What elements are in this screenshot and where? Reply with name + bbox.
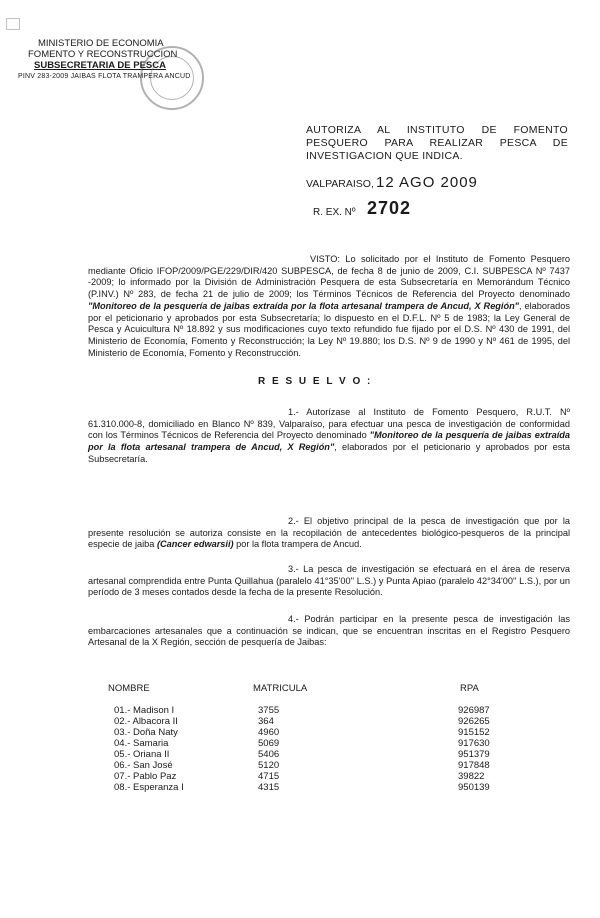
cell-rpa: 926987 [458,705,490,716]
table-row [108,727,508,738]
visto-text-2: , elaborados por el peticionario y aprobados por esta Subsecretaría; lo dispuesto en el D.F.L. Nº 5 de 1983; la Ley General de Pesca y Acuicultura Nº 18.892 y sus modificaciones cuyo texto refundido fue fijado por el D.S. Nº 430 de 1991, del Ministerio de Economía, Fomento y Reconstrucción; la Ley Nº 19.880; los D.S. Nº 9 de 1990 y Nº 461 de 1995, del Ministerio de Economía, Fomento y Reconstrucción. [88,300,570,358]
cell-matricula: 3755 [258,705,280,716]
cell-nombre: 08.- Esperanza I [114,782,184,793]
cell-rpa: 926265 [458,716,490,727]
cell-rpa: 951379 [458,749,490,760]
visto-project-name: "Monitoreo de la pesquería de jaibas extraída por la flota artesanal trampera de Ancud, X Región" [88,300,520,311]
cell-rpa: 39822 [458,771,485,782]
cell-nombre: 04.- Samaria [114,738,169,749]
table-row [108,749,508,760]
cell-matricula: 364 [258,716,274,727]
cell-nombre: 02.- Albacora II [114,716,178,727]
cell-rpa: 917848 [458,760,490,771]
visto-text-1: VISTO: Lo solicitado por el Instituto de Fomento Pesquero mediante Oficio IFOP/2009/PGE/229/DIR/420 SUBPESCA, de fecha 8 de junio de 2009, C.I. SUBPESCA Nº 7437 -2009; lo informado por la División de Administración Pesquera de esta Subsecretaría en Memorándum Técnico (P.INV.) Nº 283, de fecha 21 de julio de 2009; los Términos Técnicos de Referencia del Proyecto denominado [88,254,570,300]
letterhead-line-1: MINISTERIO DE ECONOMIA [38,38,164,49]
resolution-number: 2702 [367,198,412,218]
article-4: 4.- Podrán participar en la presente pesca de investigación las embarcaciones artesanales que a continuación se indican, que se encuentran inscritas en el Registro Pesquero Artesanal de la X Región, sección de pesquería de Jaibas: [88,614,570,648]
cell-matricula: 5406 [258,749,280,760]
cell-nombre: 07.- Pablo Paz [114,771,177,782]
column-header-rpa: RPA [460,683,479,694]
cell-rpa: 917630 [458,738,490,749]
table-row [108,771,508,782]
corner-mark [6,18,20,30]
column-header-nombre: NOMBRE [108,683,150,694]
table-row [108,705,508,716]
table-row [108,716,508,727]
column-header-matricula: MATRICULA [253,683,308,694]
date-stamp: 12 AGO 2009 [376,174,478,191]
cell-matricula: 4315 [258,782,280,793]
cell-matricula: 5120 [258,760,280,771]
visto-paragraph [88,254,570,359]
article-2-species: (Cancer edwarsii) [156,539,234,550]
cell-nombre: 05.- Oriana II [114,749,170,760]
article-1 [88,407,570,466]
cell-nombre: 03.- Doña Naty [114,727,178,738]
official-seal [140,46,204,110]
document-title: AUTORIZA AL INSTITUTO DE FOMENTO PESQUERO PARA REALIZAR PESCA DE INVESTIGACION QUE INDICA. [306,124,568,162]
file-reference: PINV 283-2009 JAIBAS FLOTA TRAMPERA ANCUD [18,73,191,80]
table-row [108,760,508,771]
article-2-text-2: por la flota trampera de Ancud. [236,539,362,550]
cell-rpa: 915152 [458,727,490,738]
article-2 [88,516,570,551]
article-3: 3.- La pesca de investigación se efectuará en el área de reserva artesanal comprendida entre Punta Quillahua (paralelo 41°35'00'' L.S.) y Punta Apiao (paralelo 42°34'00'' L.S.), por un período de 3 meses contados desde la fecha de la presente Resolución. [88,564,570,598]
cell-matricula: 5069 [258,738,280,749]
article-2-text-1: 2.- El objetivo principal de la pesca de investigación que por la presente resolución se autoriza consiste en la recopilación de antecedentes biológico-pesqueros de la principal especie de jaiba [88,516,570,550]
place: VALPARAISO, [306,178,374,190]
resuelvo-heading: R E S U E L V O : [258,376,373,387]
article-1-project-name: "Monitoreo de la pesquería de jaibas extraída por la flota artesanal trampera de Ancud, X Región" [88,430,570,453]
letterhead-line-2: FOMENTO Y RECONSTRUCCION [28,49,178,60]
cell-nombre: 01.- Madison I [114,705,175,716]
letterhead-line-3: SUBSECRETARIA DE PESCA [34,60,166,71]
table-row [108,782,508,793]
cell-matricula: 4715 [258,771,280,782]
cell-rpa: 950139 [458,782,490,793]
cell-matricula: 4960 [258,727,280,738]
table-header [108,683,508,697]
article-1-text-2: , elaborados por el peticionario y aprobados por esta Subsecretaría. [88,442,570,464]
table-row [108,738,508,749]
article-1-text-1: 1.- Autorízase al Instituto de Fomento Pesquero, R.U.T. Nº 61.310.000-8, domiciliado en Blanco Nº 839, Valparaíso, para efectuar una pesca de investigación de conformidad con los Términos Técnicos de Referencia del Proyecto denominado [88,407,570,441]
cell-nombre: 06.- San José [114,760,173,771]
resolution-label: R. EX. Nº [313,207,356,218]
